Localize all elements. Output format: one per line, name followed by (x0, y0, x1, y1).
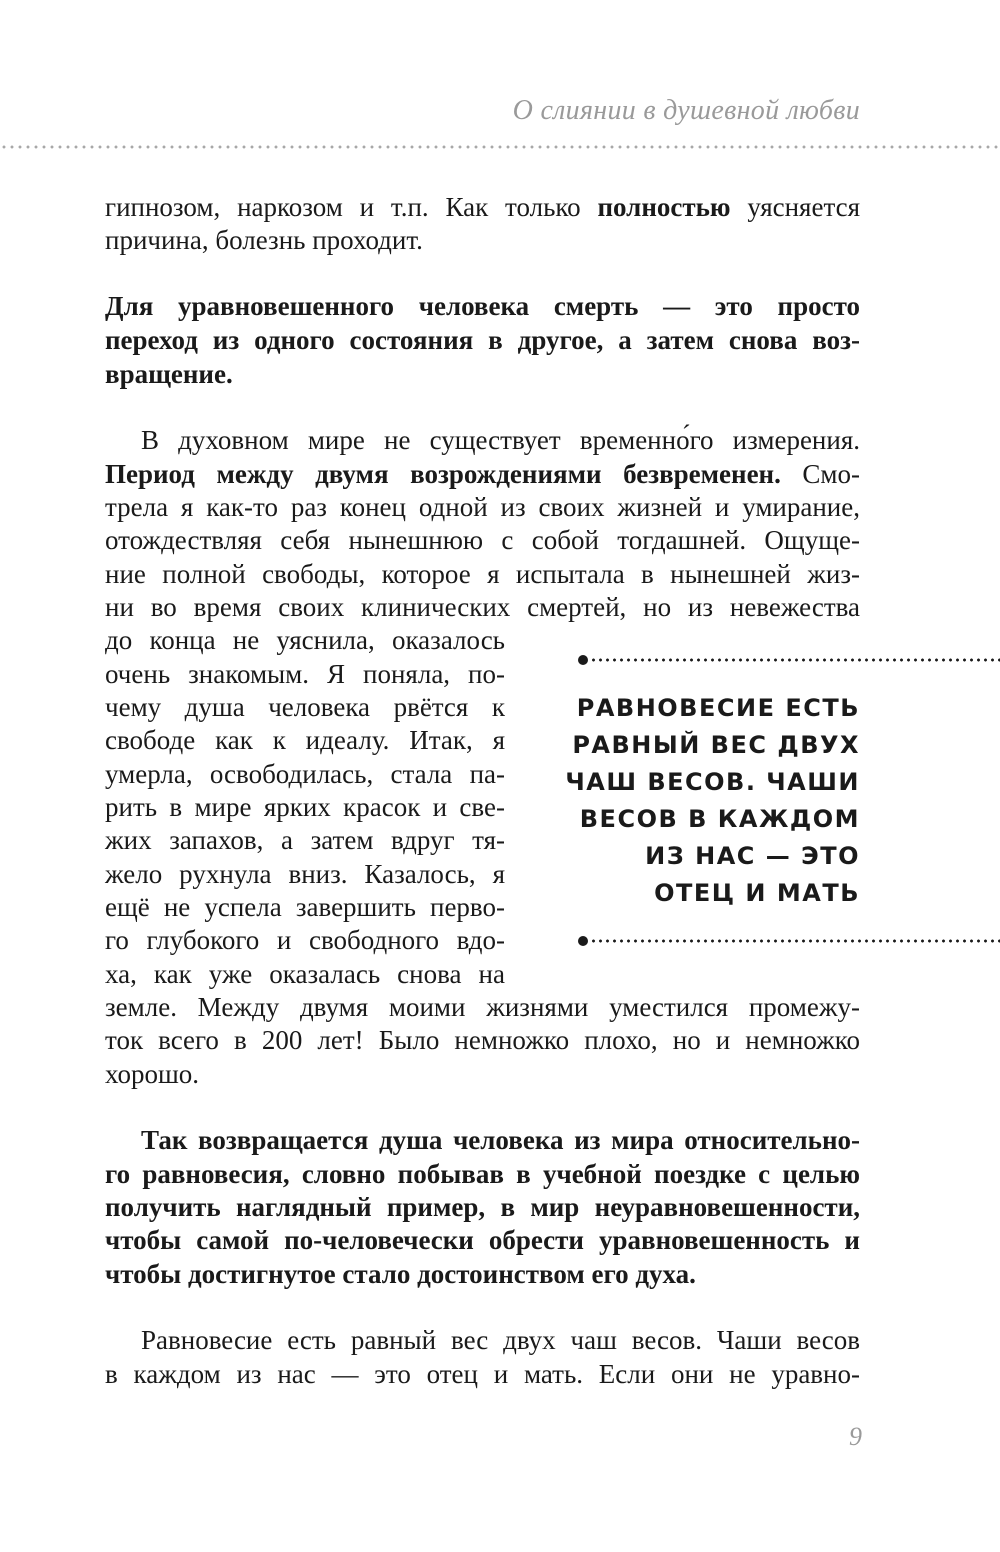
bold-text-line: переход из одного состояния в другое, а затем снова воз- (105, 325, 860, 355)
pull-quote-bottom-rule (578, 936, 1000, 946)
text-line: свободе как к идеалу. Итак, я (105, 725, 505, 755)
text-line: В духовном мире не существует временно́го измерения. (141, 425, 860, 455)
text-line: ток всего в 200 лет! Было немножко плохо, но и немножко (105, 1025, 860, 1055)
pull-quote-line: ОТЕЦ И МАТЬ (654, 879, 860, 907)
text-line: умерла, освободилась, стала па- (105, 759, 505, 789)
text-line: Равновесие есть равный вес двух чаш весов. Чаши весов (141, 1325, 860, 1355)
text-line: очень знакомым. Я поняла, по- (105, 659, 505, 689)
pull-quote-line: ВЕСОВ В КАЖДОМ (579, 805, 860, 833)
bold-text-line: Так возвращается душа человека из мира относительно- (141, 1125, 860, 1155)
text-line: до конца не уяснила, оказалось (105, 625, 505, 655)
text-line: го глубокого и свободного вдо- (105, 925, 505, 955)
pull-quote-line: РАВНОВЕСИЕ ЕСТЬ (576, 694, 860, 722)
text-line: причина, болезнь проходит. (105, 225, 423, 255)
text-line: ни во время своих клинических смертей, но из невежества (105, 592, 860, 622)
text-line: ха, как уже оказалась снова на (105, 959, 505, 989)
text-line: чему душа человека рвётся к (105, 692, 505, 722)
text-line: ние полной свободы, которое я испытала в нынешней жиз- (105, 559, 860, 589)
bold-text-line: получить наглядный пример, в мир неуравновешенности, (105, 1192, 860, 1222)
emphasis: Период между двумя возрождениями безвременен. (105, 459, 781, 489)
text-line: рить в мире ярких красок и све- (105, 792, 505, 822)
text-line: жих запахов, а затем вдруг тя- (105, 825, 505, 855)
pull-quote-line: ИЗ НАС — ЭТО (645, 842, 860, 870)
text-line: в каждом из нас — это отец и мать. Если они не уравно- (105, 1359, 860, 1389)
text-line: ещё не успела завершить перво- (105, 892, 505, 922)
text-line: жело рухнула вниз. Казалось, я (105, 859, 505, 889)
text-line: земле. Между двумя моими жизнями уместился промежу- (105, 992, 860, 1022)
bold-text-line: Для уравновешенного человека смерть — это просто (105, 291, 860, 321)
text-line: трела я как-то раз конец одной из своих жизней и умирание, (105, 492, 860, 522)
emphasis: полностью (597, 192, 731, 222)
pull-quote (560, 690, 860, 912)
bold-text-line: вращение. (105, 359, 233, 389)
text-line: гипнозом, наркозом и т.п. Как только полностью уясняется (105, 192, 860, 222)
bold-text-line: го равновесия, словно побывав в учебной поездке с целью (105, 1159, 860, 1189)
text-line: отождествляя себя нынешнюю с собой тогдашней. Ощуще- (105, 525, 860, 555)
pull-quote-line: ЧАШ ВЕСОВ. ЧАШИ (565, 768, 860, 796)
pull-quote-top-rule (578, 655, 1000, 665)
bold-text-line: чтобы достигнутое стало достоинством его духа. (105, 1259, 696, 1289)
header-dotted-rule (0, 145, 1000, 149)
text-line: Период между двумя возрождениями безвременен. Смо- (105, 459, 860, 489)
bold-text-line: чтобы самой по-человечески обрести уравновешенность и (105, 1225, 860, 1255)
running-head: О слиянии в душевной любви (512, 95, 860, 126)
page-number: 9 (849, 1422, 862, 1451)
text-line: хорошо. (105, 1059, 200, 1089)
pull-quote-line: РАВНЫЙ ВЕС ДВУХ (572, 731, 860, 759)
